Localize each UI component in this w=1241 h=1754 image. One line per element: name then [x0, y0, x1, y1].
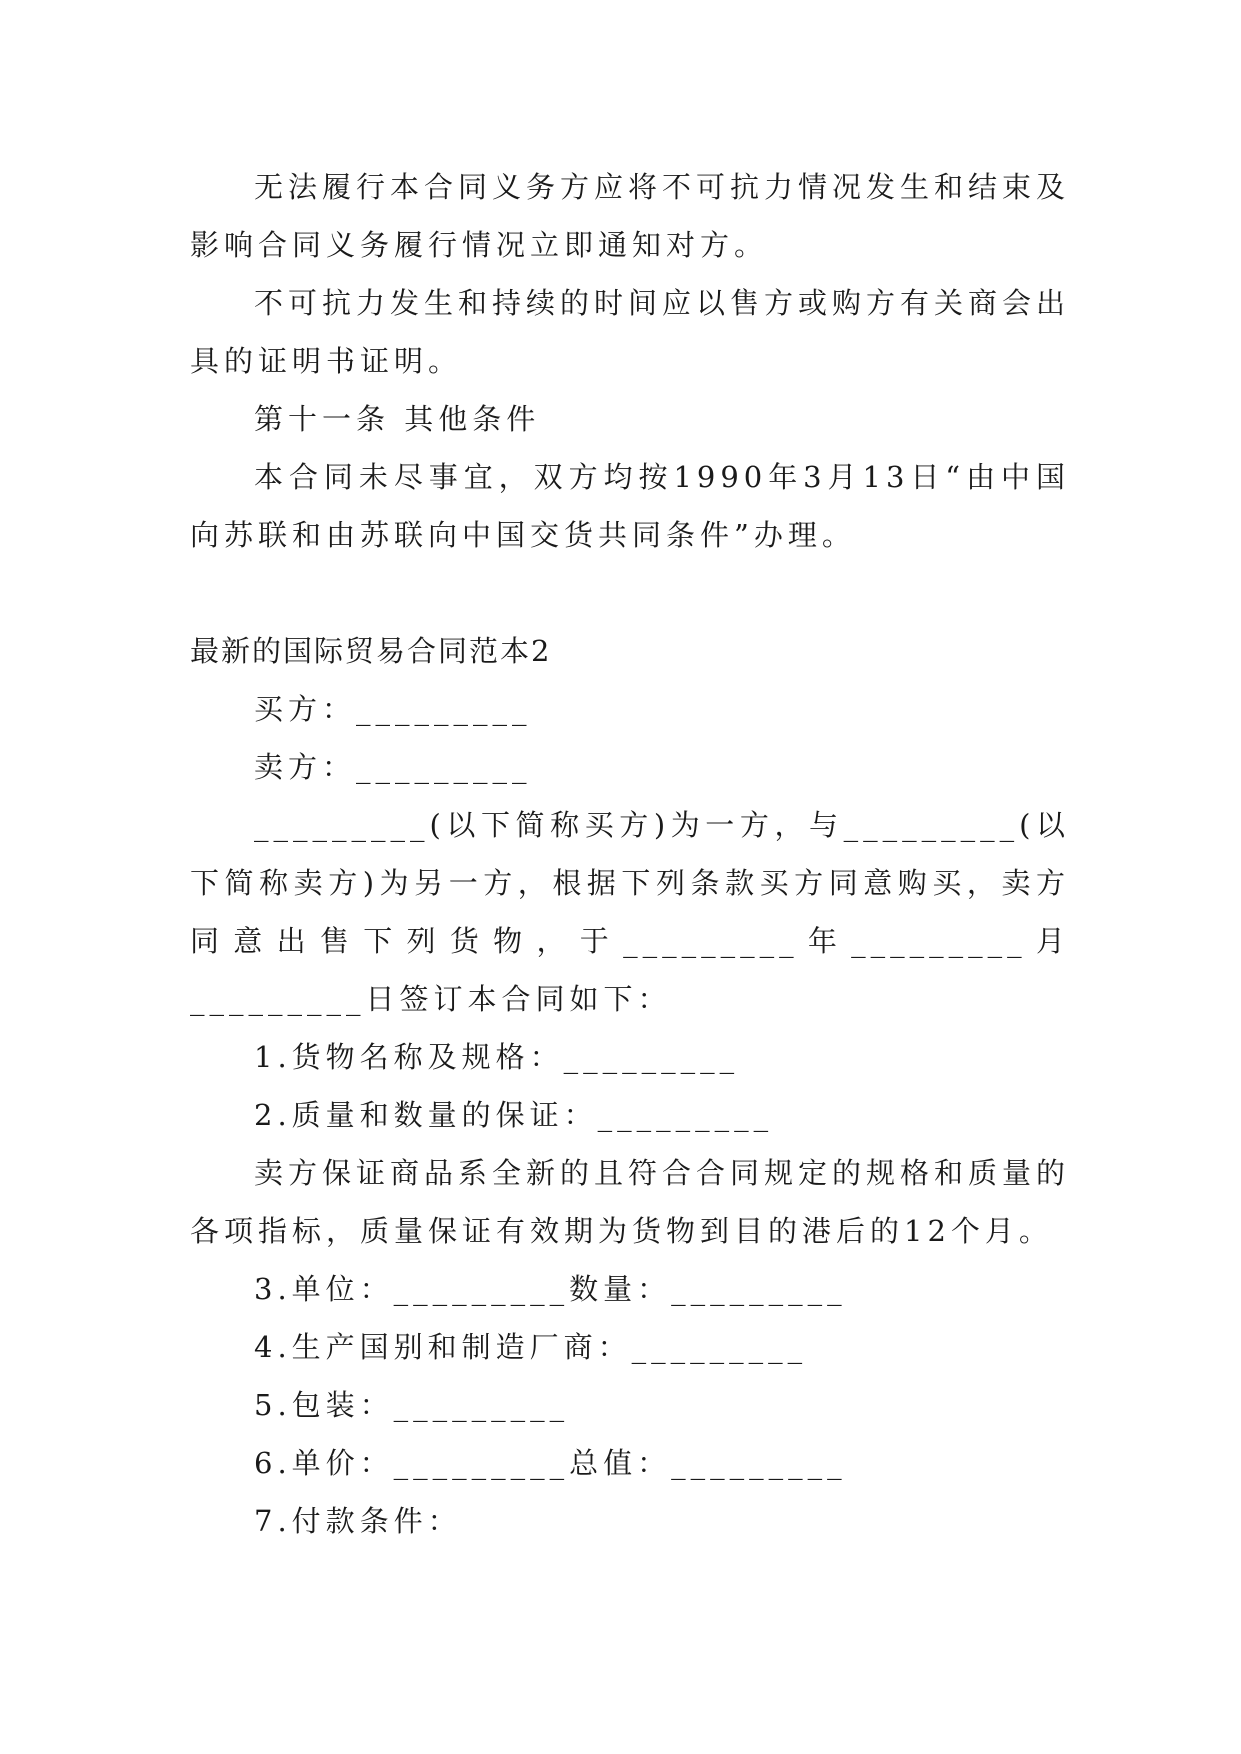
paragraph-other-conditions: 本合同未尽事宜，双方均按1990年3月13日“由中国向苏联和由苏联向中国交货共同条件”办理。 — [190, 460, 1070, 552]
document-body — [190, 158, 1070, 1550]
item-payment-terms: 7.付款条件： — [254, 1504, 462, 1538]
item-price-total: 6.单价：_________总值：_________ — [254, 1446, 847, 1480]
buyer-line: 买方：_________ — [254, 692, 532, 726]
paragraph-force-majeure-certificate: 不可抗力发生和持续的时间应以售方或购方有关商会出具的证明书证明。 — [190, 286, 1071, 378]
paragraph-force-majeure-notice: 无法履行本合同义务方应将不可抗力情况发生和结束及影响合同义务履行情况立即通知对方。 — [190, 170, 1071, 262]
paragraph-quality-guarantee: 卖方保证商品系全新的且符合合同规定的规格和质量的各项指标，质量保证有效期为货物到目的港后的12个月。 — [190, 1156, 1071, 1248]
seller-line: 卖方：_________ — [254, 750, 532, 784]
contract-intro: _________(以下简称买方)为一方，与_________(以下简称卖方)为另一方，根据下列条款买方同意购买，卖方同意出售下列货物，于_________年_________月_________日签订本合同如下： — [190, 808, 1070, 1016]
item-unit-quantity: 3.单位：_________数量：_________ — [254, 1272, 847, 1306]
item-quality-quantity: 2.质量和数量的保证：_________ — [254, 1098, 774, 1132]
section-title: 最新的国际贸易合同范本2 — [190, 634, 552, 668]
item-goods-name: 1.货物名称及规格：_________ — [254, 1040, 740, 1074]
item-origin-manufacturer: 4.生产国别和制造厂商：_________ — [254, 1330, 808, 1364]
article-eleven-heading: 第十一条 其他条件 — [254, 402, 541, 436]
item-packing: 5.包装：_________ — [254, 1388, 570, 1422]
